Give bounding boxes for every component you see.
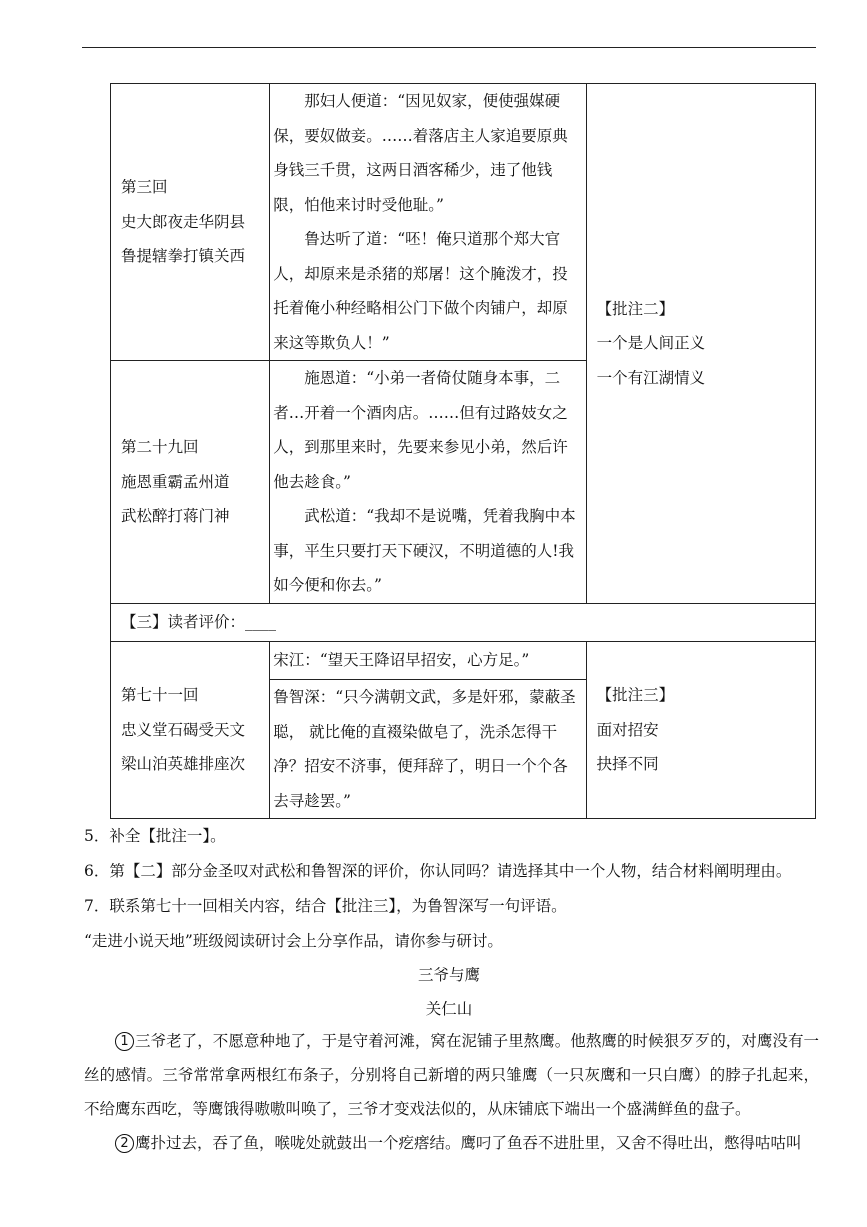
quote-cell: [270, 642, 586, 680]
chapter-cell: [111, 642, 270, 819]
story-paragraph: [84, 1126, 819, 1160]
annotation-heading: 【批注二】: [596, 299, 675, 318]
header-rule: [82, 47, 816, 48]
chapter-title-line: 史大郎夜走华阴县: [121, 212, 246, 231]
table-row: [111, 84, 816, 361]
chapter-title-line: 梁山泊英雄排座次: [121, 755, 246, 774]
annotation-line: 一个是人间正义: [596, 334, 706, 353]
quote-paragraph: 宋江：“望天王降诏早招安，心方足。”: [273, 651, 530, 670]
story-title: 三爷与鹰: [417, 966, 480, 984]
paragraph-text: 三爷老了，不愿意种地了，于是守着河滩，窝在泥铺子里熬鹰。他熬鹰的时候狠歹歹的，对鹰没有一丝的感情。三爷常常拿两根红布条子，分别将自己新增的两只雏鹰（一只灰鹰和一只白鹰）的脖子扎起来，不给鹰东西吃，等鹰饿得嗷嗷叫唤了，三爷才变戏法似的，从床铺底下端出一个盛满鲜鱼的盘子。: [84, 1032, 819, 1118]
annotation-table: [110, 83, 816, 819]
annotation-line: 一个有江湖情义: [596, 368, 706, 387]
chapter-cell: [111, 84, 270, 361]
quote-cell: [270, 680, 586, 819]
quote-paragraph: 那妇人便道：“因见奴家，便使强媒硬保，要奴做妾。……着落店主人家追要原典身钱三千贯，这两日酒客稀少，违了他钱限，怕他来讨时受他耻。”: [273, 92, 568, 214]
annotation-three-cell: [586, 642, 815, 819]
chapter-title-line: 施恩重霸孟州道: [121, 472, 230, 491]
paragraph-text: 鹰扑过去，吞了鱼，喉咙处就鼓出一个疙瘩结。鹰叼了鱼吞不进肚里，又舍不得吐出，憋得咕咕叫: [135, 1134, 802, 1152]
table-row: [111, 642, 816, 680]
question-7: 7．联系第七十一回相关内容，结合【批注三】，为鲁智深写一句评语。: [84, 897, 567, 915]
annotation-two-cell: [586, 84, 815, 604]
chapter-number: 第七十一回: [121, 686, 199, 705]
chapter-title-line: 武松醉打蒋门神: [121, 507, 230, 526]
quote-paragraph: 鲁智深：“只今满朝文武，多是奸邪，蒙蔽圣聪， 就比俺的直裰染做皂了，洗杀怎得干净？招安不济事，便拜辞了，明日一个个各去寻趁罢。”: [273, 688, 576, 810]
annotation-line: 面对招安: [596, 720, 659, 739]
paragraph-number: 1: [115, 1032, 134, 1051]
chapter-title-line: 鲁提辖拳打镇关西: [121, 247, 246, 266]
quote-cell: [270, 361, 586, 604]
question-5: 5．补全【批注一】。: [84, 827, 226, 845]
section-three-cell: 【三】读者评价：____: [111, 604, 816, 642]
chapter-cell: [111, 361, 270, 604]
annotation-line: 抉择不同: [596, 755, 659, 774]
story-paragraph: [84, 1024, 819, 1126]
quote-paragraph: 鲁达听了道：“呸！俺只道那个郑大官人，却原来是杀猪的郑屠！这个腌泼才，投托着俺小种经略相公门下做个肉铺户，却原来这等欺负人！”: [273, 230, 568, 352]
chapter-title-line: 忠义堂石碣受天文: [121, 720, 246, 739]
chapter-number: 第二十九回: [121, 438, 199, 457]
quote-paragraph: 武松道：“我却不是说嘴，凭着我胸中本事，平生只要打天下硬汉，不明道德的人!我如今便和你去。”: [273, 507, 576, 595]
intro-text: “走进小说天地”班级阅读研讨会上分享作品，请你参与研讨。: [84, 932, 503, 950]
story-author: 关仁山: [425, 1000, 473, 1018]
chapter-number: 第三回: [121, 178, 168, 197]
quote-paragraph: 施恩道：“小弟一者倚仗随身本事，二者…开着一个酒肉店。……但有过路妓女之人，到那里来时，先要来参见小弟，然后许他去趁食。”: [273, 369, 568, 491]
paragraph-number: 2: [115, 1134, 134, 1153]
annotation-heading: 【批注三】: [596, 686, 675, 705]
table-row: [111, 604, 816, 642]
quote-cell: [270, 84, 586, 361]
question-6: 6．第【二】部分金圣叹对武松和鲁智深的评价，你认同吗？请选择其中一个人物，结合材料阐明理由。: [84, 862, 792, 880]
